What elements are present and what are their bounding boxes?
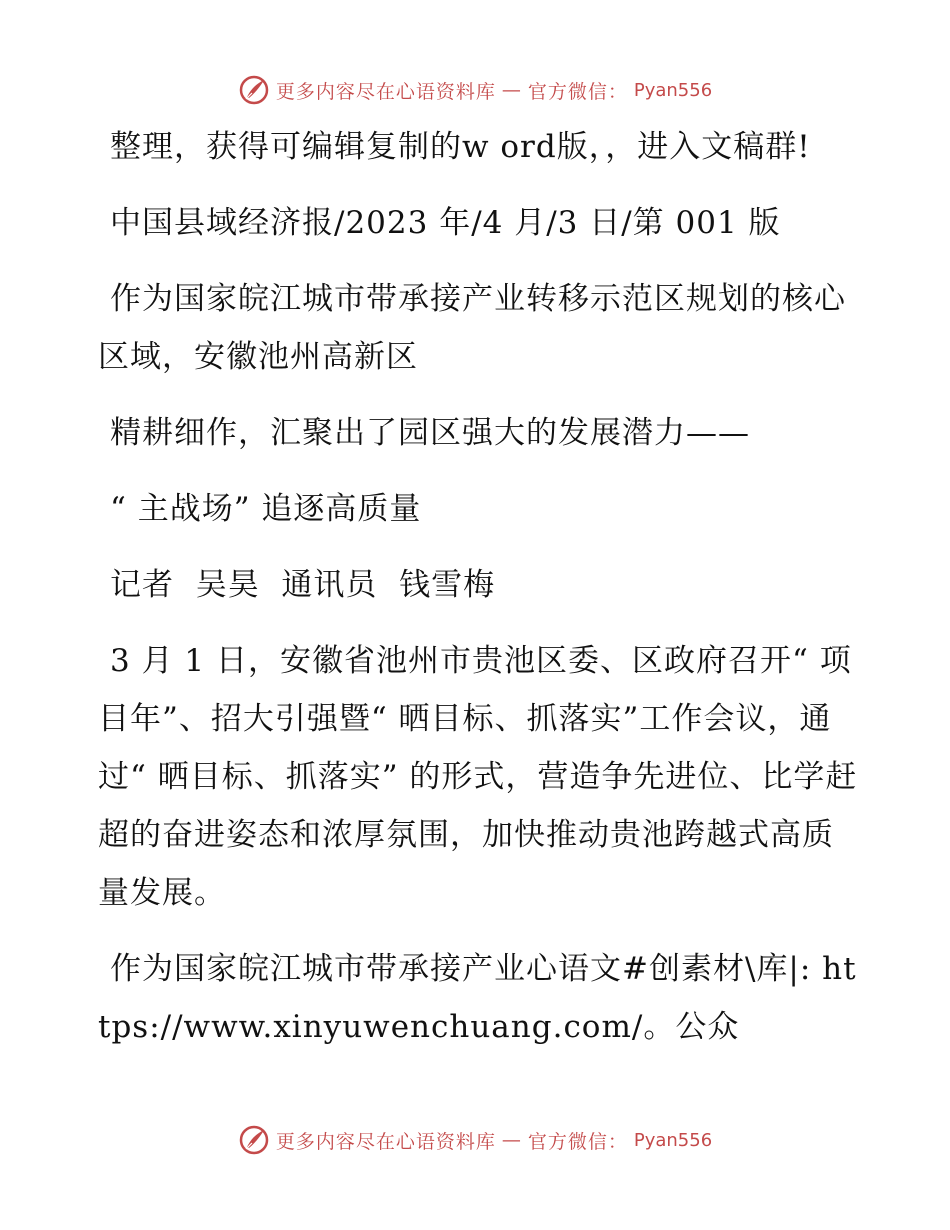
paragraph-body-continued: 作为国家皖江城市带承接产业心语文#创素材\库|: https://www.xinyuwenchuang.com/。公众 [98, 951, 857, 1045]
document-body [98, 118, 858, 1074]
watermark-separator: — [501, 79, 522, 101]
watermark-label: 官方微信： [527, 80, 628, 103]
watermark-footer [0, 1120, 950, 1160]
paragraph-intro: 整理，获得可编辑复制的w ord版，，进入文稿群! [110, 129, 811, 165]
paragraph-lead: 作为国家皖江城市带承接产业转移示范区规划的核心区域，安徽池州高新区 [98, 281, 846, 375]
paragraph-subtitle: 精耕细作，汇聚出了园区强大的发展潜力—— [110, 415, 750, 451]
paragraph-byline: 记者 吴昊 通讯员 钱雪梅 [110, 567, 496, 603]
watermark-id: Pyan556 [633, 1129, 713, 1151]
paragraph-headline: “ 主战场” 追逐高质量 [110, 491, 422, 527]
watermark-text: 更多内容尽在心语资料库 [275, 1130, 496, 1153]
paragraph-source: 中国县域经济报/2023 年/4 月/3 日/第 001 版 [110, 205, 781, 241]
watermark-label: 官方微信： [527, 1130, 628, 1153]
quill-logo-icon [238, 74, 270, 106]
watermark-text: 更多内容尽在心语资料库 [275, 80, 496, 103]
watermark-id: Pyan556 [633, 79, 713, 101]
watermark-separator: — [501, 1129, 522, 1151]
watermark-header [0, 70, 950, 110]
paragraph-body: 3 月 1 日，安徽省池州市贵池区委、区政府召开“ 项目年”、招大引强暨“ 晒目标、抓落实”工作会议，通过“ 晒目标、抓落实” 的形式，营造争先进位、比学赶超的奋进姿态和浓厚氛围，加快推动贵池跨越式高质量发展。 [98, 643, 858, 911]
quill-logo-icon [238, 1124, 270, 1156]
